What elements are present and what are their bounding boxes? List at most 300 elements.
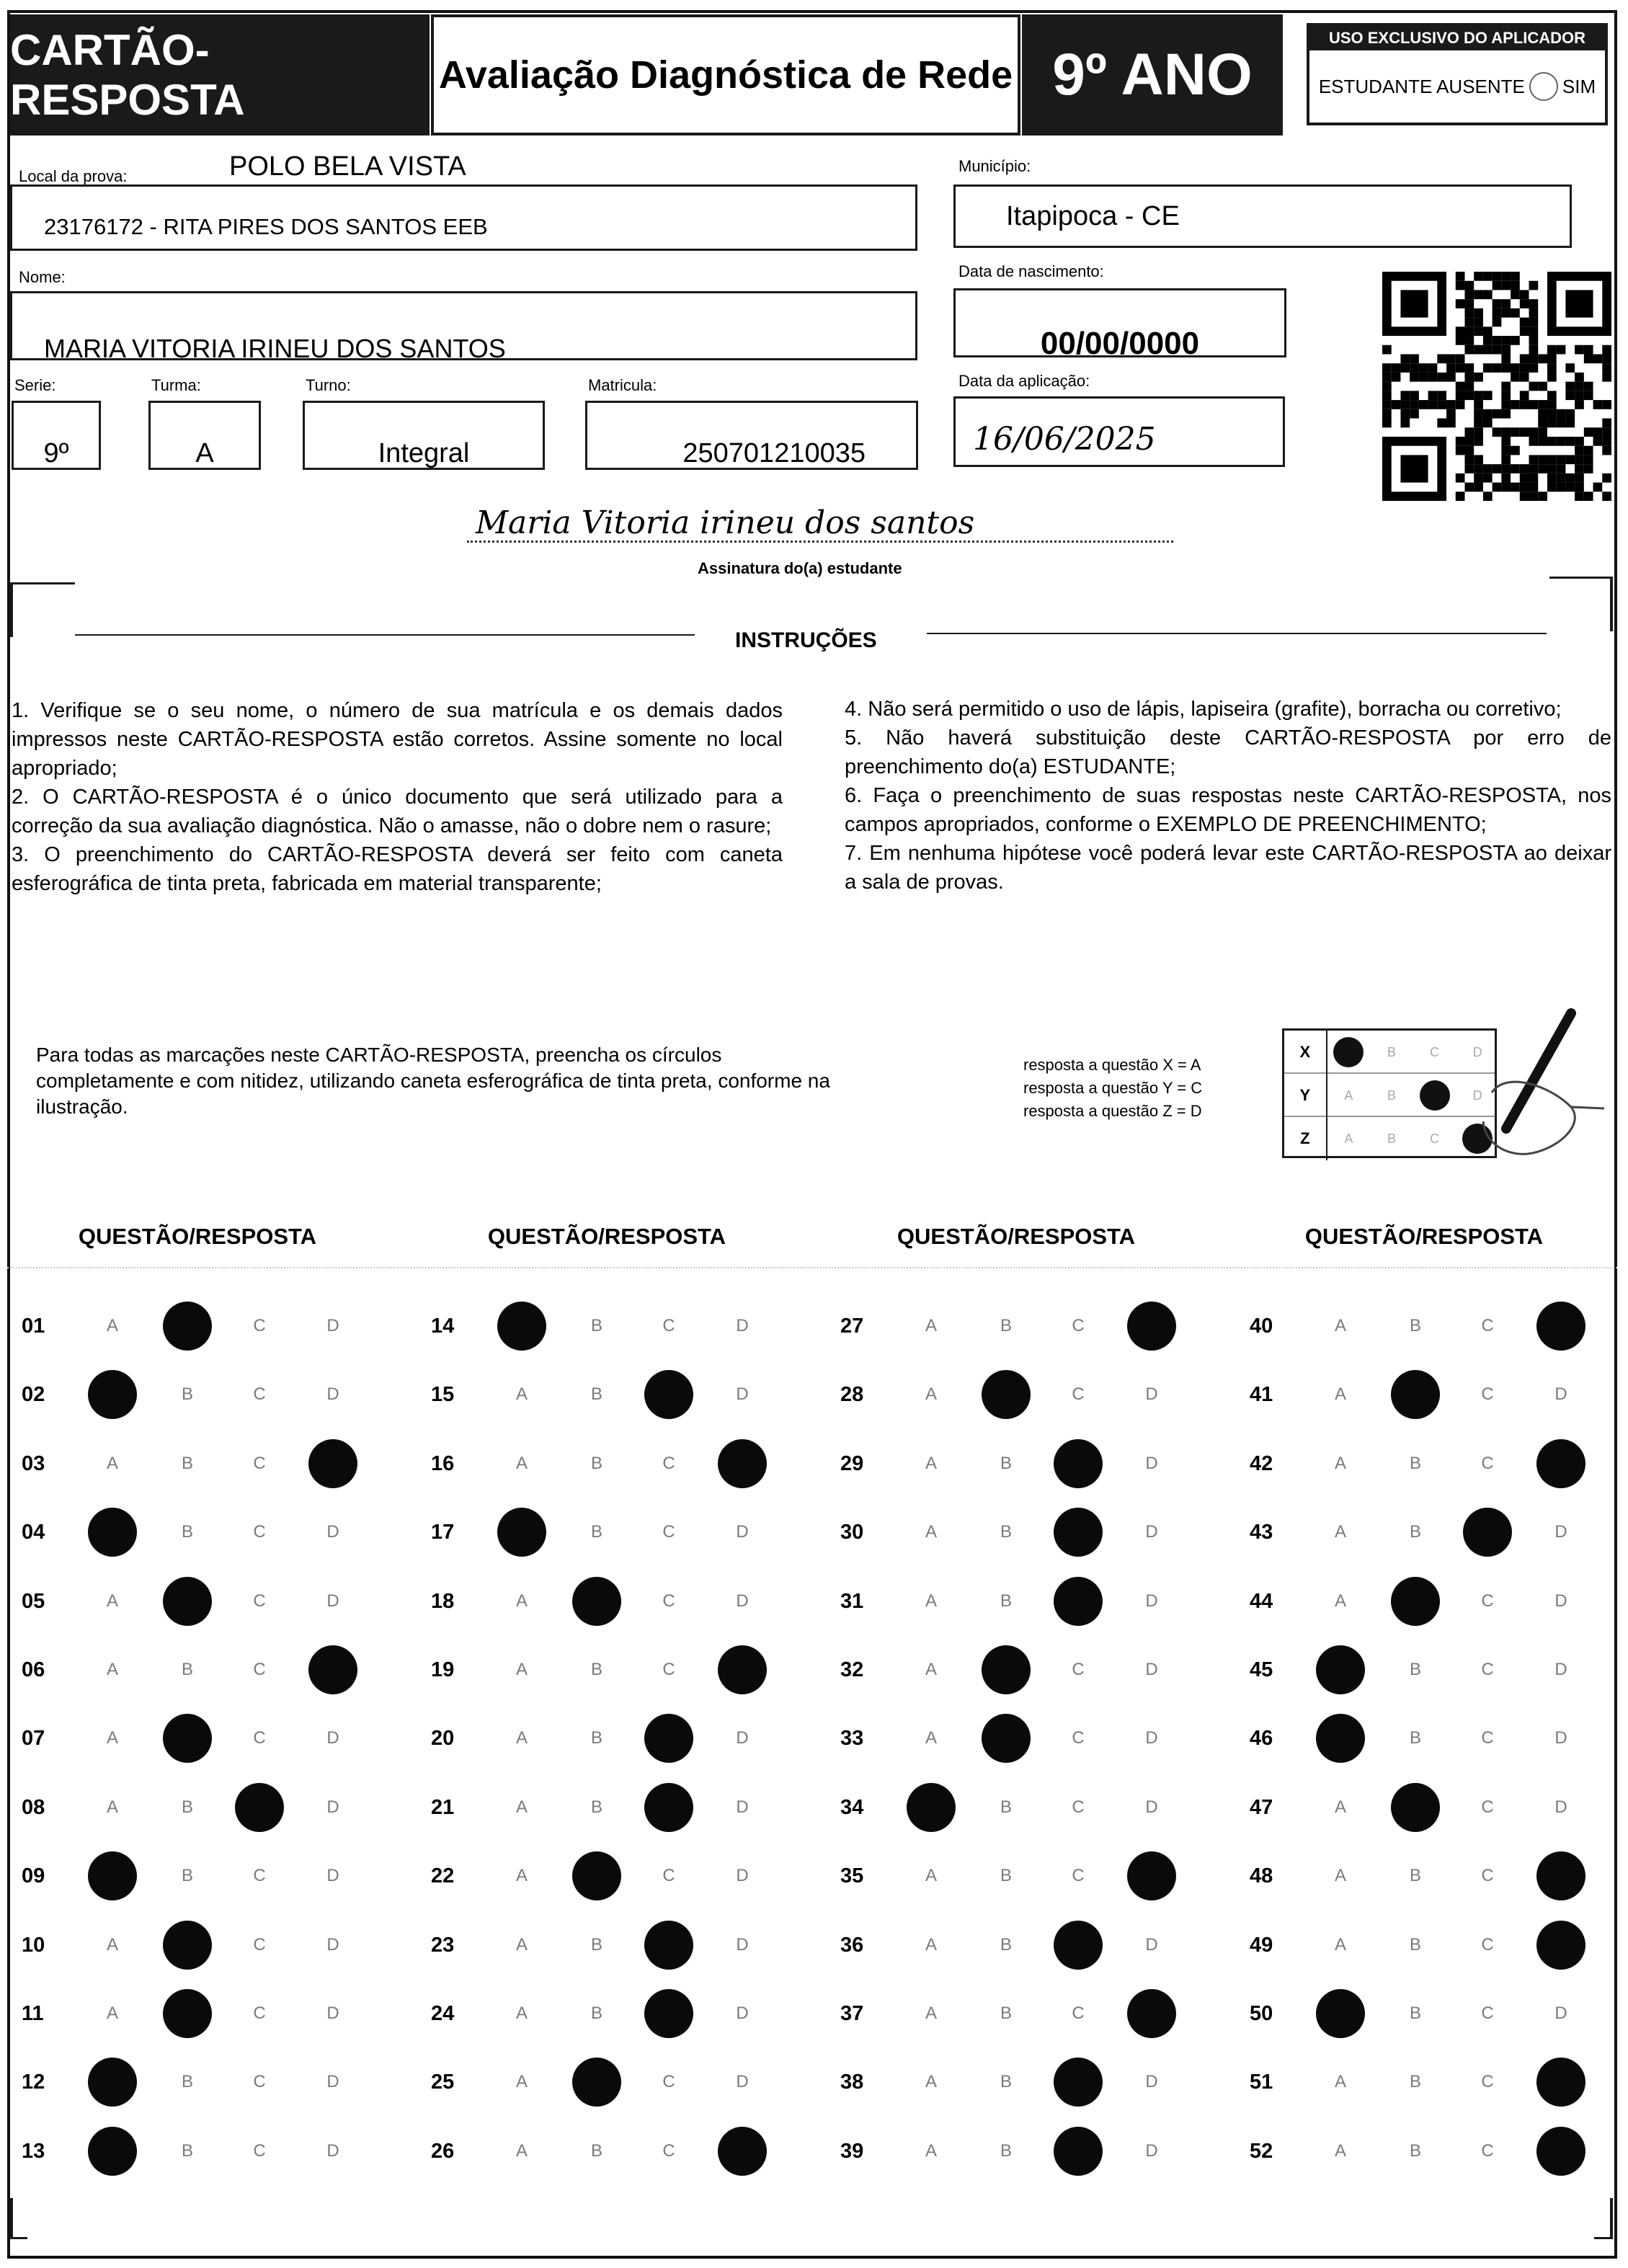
answer-option-c[interactable]: C bbox=[1481, 2072, 1494, 2092]
answer-option-d[interactable]: D bbox=[1145, 1797, 1158, 1817]
answer-option-b[interactable]: B bbox=[181, 1797, 193, 1817]
answer-option-a[interactable]: A bbox=[925, 2140, 937, 2161]
answer-option-b[interactable]: B bbox=[1000, 2004, 1012, 2023]
filled-answer-bubble[interactable] bbox=[718, 1439, 767, 1488]
column-heading: QUESTÃO/RESPOSTA bbox=[1304, 1224, 1544, 1249]
filled-answer-bubble[interactable] bbox=[497, 1302, 546, 1351]
answer-option-d[interactable]: D bbox=[326, 1316, 339, 1335]
example-row-label: X bbox=[1284, 1031, 1327, 1074]
answer-option-d[interactable]: D bbox=[1554, 1522, 1567, 1542]
filled-answer-bubble[interactable] bbox=[88, 1851, 137, 1900]
answer-option-c[interactable]: C bbox=[1072, 1316, 1085, 1335]
filled-answer-bubble[interactable] bbox=[235, 1783, 284, 1832]
answer-option-b[interactable]: B bbox=[1000, 1934, 1012, 1955]
filled-answer-bubble[interactable] bbox=[982, 1645, 1031, 1694]
answer-option-d[interactable]: D bbox=[1554, 1384, 1567, 1405]
answer-option-b[interactable]: B bbox=[1000, 1522, 1012, 1542]
answer-option-d[interactable]: D bbox=[736, 1591, 749, 1611]
turma-label: Turma: bbox=[151, 376, 201, 394]
answer-option-c[interactable]: C bbox=[253, 1384, 266, 1405]
answer-option-c[interactable]: C bbox=[253, 2140, 266, 2161]
instruction-2: 2. O CARTÃO-RESPOSTA é o único documento que será utilizado para a correção da sua avaliação diagnóstica. Não o amasse, não o dobre nem o rasure; bbox=[12, 786, 783, 837]
answer-option-c[interactable]: C bbox=[1481, 1453, 1494, 1473]
answer-option-c[interactable]: C bbox=[662, 1453, 675, 1473]
answer-option-c[interactable]: C bbox=[253, 1316, 266, 1335]
answer-option-a[interactable]: A bbox=[106, 1660, 118, 1679]
answer-option-d[interactable]: D bbox=[736, 1866, 749, 1886]
answer-option-c[interactable]: C bbox=[253, 1591, 266, 1611]
answer-option-d[interactable]: D bbox=[1145, 2140, 1158, 2161]
turno-value: Integral bbox=[378, 437, 470, 468]
answer-option-d[interactable]: D bbox=[1145, 1660, 1158, 1679]
filled-answer-bubble[interactable] bbox=[88, 2058, 137, 2107]
answer-option-b[interactable]: B bbox=[1409, 1866, 1421, 1886]
answer-option-b[interactable]: B bbox=[590, 1453, 602, 1473]
serie-value: 9º bbox=[43, 437, 69, 468]
answer-option-c[interactable]: C bbox=[662, 2072, 675, 2092]
answer-option-c[interactable]: C bbox=[1481, 1384, 1494, 1405]
answer-option-d[interactable]: D bbox=[326, 1866, 339, 1886]
filled-answer-bubble[interactable] bbox=[982, 1714, 1031, 1763]
instruction-1: 1. Verifique se o seu nome, o número de sua matrícula e os demais dados impressos neste CARTÃO-RESPOSTA estão corretos. Assine somente no local apropriado; bbox=[12, 699, 783, 780]
answer-option-d[interactable]: D bbox=[1554, 1591, 1567, 1611]
answer-option-d[interactable]: D bbox=[736, 2004, 749, 2023]
answer-option-a[interactable]: A bbox=[106, 1728, 118, 1748]
question-number: 25 bbox=[431, 2071, 455, 2094]
answer-option-d[interactable]: D bbox=[1554, 1728, 1567, 1748]
question-number: 49 bbox=[1250, 1933, 1273, 1957]
answer-option-b[interactable]: B bbox=[1000, 2140, 1012, 2161]
filled-answer-bubble[interactable] bbox=[1391, 1577, 1440, 1626]
answer-option-a[interactable]: A bbox=[515, 1797, 528, 1817]
answer-option-b[interactable]: B bbox=[1409, 1453, 1421, 1473]
question-number: 24 bbox=[431, 2002, 455, 2025]
column-heading: QUESTÃO/RESPOSTA bbox=[897, 1224, 1136, 1249]
question-number: 11 bbox=[22, 2002, 44, 2025]
aplicacao-value: 16/06/2025 bbox=[973, 420, 1156, 458]
filled-answer-bubble[interactable] bbox=[644, 1989, 693, 2038]
serie-label: Serie: bbox=[14, 376, 56, 394]
question-number: 51 bbox=[1250, 2071, 1273, 2094]
answer-option-a[interactable]: A bbox=[1334, 1384, 1346, 1405]
answer-option-a[interactable]: A bbox=[515, 1866, 528, 1886]
answer-option-a[interactable]: A bbox=[106, 1591, 118, 1611]
signature-caption: Assinatura do(a) estudante bbox=[698, 559, 902, 577]
question-number: 42 bbox=[1250, 1451, 1273, 1475]
answer-option-d[interactable]: D bbox=[1145, 1591, 1158, 1611]
answer-option-c[interactable]: C bbox=[1072, 1384, 1085, 1405]
answer-option-c[interactable]: C bbox=[253, 1453, 266, 1473]
filled-answer-bubble[interactable] bbox=[1536, 1921, 1585, 1970]
answer-option-b[interactable]: B bbox=[1409, 1728, 1421, 1748]
filled-answer-bubble[interactable] bbox=[88, 2127, 137, 2176]
answer-option-a[interactable]: A bbox=[515, 1728, 528, 1748]
aplicacao-label: Data da aplicação: bbox=[958, 372, 1090, 390]
question-number: 02 bbox=[22, 1383, 45, 1407]
example-cell: C bbox=[1430, 1044, 1440, 1059]
filled-answer-bubble[interactable] bbox=[1054, 1508, 1103, 1557]
answer-option-c[interactable]: C bbox=[662, 1316, 675, 1335]
frame-corner-tr bbox=[1549, 577, 1613, 579]
filled-answer-bubble[interactable] bbox=[1054, 1439, 1103, 1488]
absent-label: ESTUDANTE AUSENTE bbox=[1318, 75, 1525, 97]
filled-answer-bubble[interactable] bbox=[1316, 1714, 1365, 1763]
filled-answer-bubble[interactable] bbox=[644, 1370, 693, 1419]
answer-option-d[interactable]: D bbox=[326, 1522, 339, 1542]
nascimento-field bbox=[953, 288, 1286, 361]
filled-answer-bubble[interactable] bbox=[1127, 1851, 1176, 1900]
answer-option-b[interactable]: B bbox=[590, 1316, 602, 1335]
answer-option-b[interactable]: B bbox=[590, 1797, 602, 1817]
answer-option-b[interactable]: B bbox=[1409, 1934, 1421, 1955]
question-number: 27 bbox=[840, 1315, 864, 1338]
answers-top-rule bbox=[7, 1267, 1617, 1268]
answer-option-b[interactable]: B bbox=[1409, 1316, 1421, 1335]
filled-answer-bubble[interactable] bbox=[308, 1645, 357, 1694]
filled-answer-bubble[interactable] bbox=[1391, 1370, 1440, 1419]
answer-option-c[interactable]: C bbox=[1072, 1866, 1085, 1886]
turma-field bbox=[148, 401, 261, 470]
answer-option-c[interactable]: C bbox=[253, 1934, 266, 1955]
filled-answer-bubble[interactable] bbox=[644, 1921, 693, 1970]
example-cell: B bbox=[1387, 1044, 1396, 1059]
answer-option-d[interactable]: D bbox=[326, 1797, 339, 1817]
answer-option-c[interactable]: C bbox=[1072, 1660, 1085, 1679]
answer-option-a[interactable]: A bbox=[106, 1453, 118, 1473]
answer-option-d[interactable]: D bbox=[1145, 1522, 1158, 1542]
answer-option-a[interactable]: A bbox=[106, 1316, 118, 1335]
answer-option-a[interactable]: A bbox=[515, 1660, 528, 1679]
question-number: 52 bbox=[1250, 2139, 1273, 2163]
filled-answer-bubble[interactable] bbox=[1054, 2058, 1103, 2107]
filled-answer-bubble[interactable] bbox=[1054, 2127, 1103, 2176]
answer-option-c[interactable]: C bbox=[1481, 1316, 1494, 1335]
filled-answer-bubble[interactable] bbox=[1316, 1989, 1365, 2038]
answer-option-b[interactable]: B bbox=[1000, 1453, 1012, 1473]
qr-code-icon bbox=[1382, 272, 1611, 501]
filled-answer-bubble[interactable] bbox=[1536, 1851, 1585, 1900]
answer-option-c[interactable]: C bbox=[662, 1660, 675, 1679]
filled-answer-bubble[interactable] bbox=[718, 2127, 767, 2176]
answer-option-b[interactable]: B bbox=[181, 1660, 193, 1679]
question-number: 32 bbox=[840, 1658, 864, 1681]
question-number: 47 bbox=[1250, 1795, 1273, 1819]
filled-answer-bubble[interactable] bbox=[1536, 2127, 1585, 2176]
evaluation-title: Avaliação Diagnóstica de Rede bbox=[431, 14, 1020, 135]
question-number: 12 bbox=[22, 2071, 45, 2094]
instructions-left bbox=[12, 696, 783, 898]
answer-option-c[interactable]: C bbox=[1481, 1591, 1494, 1611]
answer-option-b[interactable]: B bbox=[181, 2140, 193, 2161]
answer-option-b[interactable]: B bbox=[1409, 2004, 1421, 2023]
answer-option-b[interactable]: B bbox=[590, 1934, 602, 1955]
question-number: 37 bbox=[840, 2002, 864, 2025]
answer-option-c[interactable]: C bbox=[253, 2072, 266, 2092]
answer-option-b[interactable]: B bbox=[181, 2072, 193, 2092]
answer-option-a[interactable]: A bbox=[515, 2140, 528, 2161]
filled-answer-bubble[interactable] bbox=[1536, 1439, 1585, 1488]
column-heading: QUESTÃO/RESPOSTA bbox=[78, 1224, 317, 1249]
filled-answer-bubble[interactable] bbox=[644, 1783, 693, 1832]
answer-option-a[interactable]: A bbox=[925, 1866, 937, 1886]
answer-option-a[interactable]: A bbox=[1334, 1866, 1346, 1886]
question-number: 48 bbox=[1250, 1864, 1273, 1888]
answer-option-d[interactable]: D bbox=[1145, 1453, 1158, 1473]
question-number: 04 bbox=[22, 1521, 45, 1544]
answer-option-c[interactable]: C bbox=[1481, 1866, 1494, 1886]
answer-option-b[interactable]: B bbox=[1000, 2072, 1012, 2092]
answer-option-b[interactable]: B bbox=[1000, 1316, 1012, 1335]
answer-option-c[interactable]: C bbox=[253, 1522, 266, 1542]
filled-answer-bubble[interactable] bbox=[718, 1645, 767, 1694]
answer-option-d[interactable]: D bbox=[736, 1728, 749, 1748]
instructions-rule-right bbox=[927, 633, 1547, 634]
example-row-label: Z bbox=[1284, 1117, 1327, 1160]
answer-option-a[interactable]: A bbox=[925, 1384, 937, 1405]
example-legend bbox=[1023, 1054, 1202, 1123]
example-cell: A bbox=[1344, 1131, 1353, 1146]
answer-option-c[interactable]: C bbox=[253, 2004, 266, 2023]
example-cell-filled bbox=[1327, 1031, 1371, 1074]
example-legend-z: resposta a questão Z = D bbox=[1023, 1102, 1202, 1120]
answer-option-d[interactable]: D bbox=[736, 1384, 749, 1405]
answer-option-c[interactable]: C bbox=[1072, 2004, 1085, 2023]
answer-option-c[interactable]: C bbox=[1481, 1934, 1494, 1955]
answer-option-b[interactable]: B bbox=[1000, 1591, 1012, 1611]
answer-option-d[interactable]: D bbox=[326, 1728, 339, 1748]
answer-option-b[interactable]: B bbox=[1409, 2140, 1421, 2161]
answer-option-a[interactable]: A bbox=[1334, 1591, 1346, 1611]
answer-option-b[interactable]: B bbox=[181, 1866, 193, 1886]
answer-option-a[interactable]: A bbox=[106, 2004, 118, 2023]
answer-option-b[interactable]: B bbox=[181, 1522, 193, 1542]
answer-option-a[interactable]: A bbox=[925, 1728, 937, 1748]
answer-option-a[interactable]: A bbox=[1334, 1797, 1346, 1817]
answer-option-d[interactable]: D bbox=[1145, 2072, 1158, 2092]
answer-option-b[interactable]: B bbox=[1409, 1522, 1421, 1542]
filled-answer-bubble[interactable] bbox=[88, 1370, 137, 1419]
filled-answer-bubble[interactable] bbox=[1391, 1783, 1440, 1832]
answer-option-b[interactable]: B bbox=[590, 1384, 602, 1405]
filled-answer-bubble[interactable] bbox=[1127, 1302, 1176, 1351]
answer-option-a[interactable]: A bbox=[106, 1934, 118, 1955]
question-number: 40 bbox=[1250, 1315, 1273, 1338]
instruction-6: 6. Faça o preenchimento de suas respostas neste CARTÃO-RESPOSTA, nos campos apropriados, conforme o EXEMPLO DE PREENCHIMENTO; bbox=[845, 784, 1611, 836]
answer-option-c[interactable]: C bbox=[1481, 1728, 1494, 1748]
answer-option-a[interactable]: A bbox=[925, 1316, 937, 1335]
answer-option-d[interactable]: D bbox=[1145, 1384, 1158, 1405]
question-number: 44 bbox=[1250, 1589, 1273, 1613]
answer-option-b[interactable]: B bbox=[590, 1660, 602, 1679]
filled-answer-bubble[interactable] bbox=[1054, 1921, 1103, 1970]
filled-answer-bubble[interactable] bbox=[572, 1851, 621, 1900]
example-cell: A bbox=[1344, 1088, 1353, 1103]
answer-option-a[interactable]: A bbox=[515, 1453, 528, 1473]
answer-option-b[interactable]: B bbox=[1000, 1797, 1012, 1817]
answer-option-b[interactable]: B bbox=[590, 2004, 602, 2023]
answer-option-a[interactable]: A bbox=[106, 1797, 118, 1817]
example-filled-bubble bbox=[1333, 1037, 1364, 1067]
answer-option-b[interactable]: B bbox=[590, 2140, 602, 2161]
answer-option-a[interactable]: A bbox=[1334, 1934, 1346, 1955]
filled-answer-bubble[interactable] bbox=[163, 1989, 212, 2038]
filled-answer-bubble[interactable] bbox=[644, 1714, 693, 1763]
answer-option-a[interactable]: A bbox=[925, 2004, 937, 2023]
answer-option-d[interactable]: D bbox=[736, 1522, 749, 1542]
question-number: 09 bbox=[22, 1864, 45, 1888]
filled-answer-bubble[interactable] bbox=[163, 1714, 212, 1763]
question-number: 26 bbox=[431, 2139, 455, 2163]
answer-option-c[interactable]: C bbox=[253, 1660, 266, 1679]
answer-option-b[interactable]: B bbox=[181, 1453, 193, 1473]
filled-answer-bubble[interactable] bbox=[907, 1783, 956, 1832]
answer-option-a[interactable]: A bbox=[925, 1522, 937, 1542]
answer-option-b[interactable]: B bbox=[1000, 1866, 1012, 1886]
answer-option-d[interactable]: D bbox=[1554, 1797, 1567, 1817]
nome-field bbox=[10, 291, 917, 363]
card-title: CARTÃO-RESPOSTA bbox=[10, 14, 430, 135]
filled-answer-bubble[interactable] bbox=[572, 1577, 621, 1626]
question-number: 08 bbox=[22, 1795, 45, 1819]
question-number: 31 bbox=[840, 1589, 864, 1613]
answer-option-a[interactable]: A bbox=[1334, 1522, 1346, 1542]
filled-answer-bubble[interactable] bbox=[88, 1508, 137, 1557]
answer-option-d[interactable]: D bbox=[736, 2072, 749, 2092]
answer-option-d[interactable]: D bbox=[736, 1934, 749, 1955]
frame-corner-br-v bbox=[1610, 2198, 1613, 2238]
example-cell: C bbox=[1430, 1131, 1440, 1146]
answer-option-c[interactable]: C bbox=[253, 1866, 266, 1886]
matricula-field bbox=[585, 401, 918, 470]
question-number: 18 bbox=[431, 1589, 455, 1613]
filled-answer-bubble[interactable] bbox=[572, 2058, 621, 2107]
answer-option-b[interactable]: B bbox=[181, 1384, 193, 1405]
answer-option-b[interactable]: B bbox=[1409, 1660, 1421, 1679]
answer-option-c[interactable]: C bbox=[662, 1522, 675, 1542]
frame-corner-bl-v bbox=[10, 2198, 13, 2238]
answer-option-a[interactable]: A bbox=[515, 1591, 528, 1611]
question-number: 03 bbox=[22, 1451, 45, 1475]
filled-answer-bubble[interactable] bbox=[982, 1370, 1031, 1419]
answer-option-d[interactable]: D bbox=[736, 1316, 749, 1335]
applicator-box bbox=[1307, 23, 1608, 125]
answer-option-d[interactable]: D bbox=[326, 1934, 339, 1955]
instructions-rule-left bbox=[75, 634, 695, 636]
frame-corner-tl-v bbox=[10, 582, 13, 637]
filled-answer-bubble[interactable] bbox=[1536, 2058, 1585, 2107]
answer-option-c[interactable]: C bbox=[1481, 2004, 1494, 2023]
filled-answer-bubble[interactable] bbox=[1054, 1577, 1103, 1626]
question-number: 20 bbox=[431, 1727, 455, 1751]
question-number: 43 bbox=[1250, 1521, 1273, 1544]
answer-option-a[interactable]: A bbox=[925, 1934, 937, 1955]
answer-option-d[interactable]: D bbox=[326, 1384, 339, 1405]
answer-option-d[interactable]: D bbox=[1145, 1934, 1158, 1955]
question-number: 30 bbox=[840, 1521, 864, 1544]
answer-option-a[interactable]: A bbox=[1334, 1453, 1346, 1473]
answer-option-c[interactable]: C bbox=[1072, 1728, 1085, 1748]
serie-field bbox=[12, 401, 101, 470]
answer-option-d[interactable]: D bbox=[326, 2140, 339, 2161]
answer-option-c[interactable]: C bbox=[662, 1866, 675, 1886]
answer-option-b[interactable]: B bbox=[590, 1728, 602, 1748]
municipio-label: Município: bbox=[958, 157, 1031, 175]
answer-option-c[interactable]: C bbox=[662, 2140, 675, 2161]
student-signature: Maria Vitoria irineu dos santos bbox=[476, 504, 975, 541]
instruction-3: 3. O preenchimento do CARTÃO-RESPOSTA deverá ser feito com caneta esferográfica de tinta preta, fabricada em material transparente; bbox=[12, 843, 783, 895]
answer-option-a[interactable]: A bbox=[515, 1934, 528, 1955]
answer-option-d[interactable]: D bbox=[1554, 2004, 1567, 2023]
answer-option-d[interactable]: D bbox=[326, 2004, 339, 2023]
answer-option-d[interactable]: D bbox=[736, 1797, 749, 1817]
answer-option-a[interactable]: A bbox=[925, 2072, 937, 2092]
answer-option-a[interactable]: A bbox=[925, 1660, 937, 1679]
filled-answer-bubble[interactable] bbox=[1127, 1989, 1176, 2038]
nome-label: Nome: bbox=[19, 268, 66, 286]
answer-option-a[interactable]: A bbox=[515, 1384, 528, 1405]
answer-option-d[interactable]: D bbox=[1145, 1728, 1158, 1748]
filled-answer-bubble[interactable] bbox=[497, 1508, 546, 1557]
question-number: 10 bbox=[22, 1933, 45, 1957]
answer-option-c[interactable]: C bbox=[1072, 1797, 1085, 1817]
answer-option-c[interactable]: C bbox=[1481, 1797, 1494, 1817]
answer-option-a[interactable]: A bbox=[925, 1591, 937, 1611]
answer-option-c[interactable]: C bbox=[662, 1591, 675, 1611]
answer-option-b[interactable]: B bbox=[1409, 2072, 1421, 2092]
example-row-label: Y bbox=[1284, 1074, 1327, 1117]
answer-option-d[interactable]: D bbox=[326, 1591, 339, 1611]
question-number: 33 bbox=[840, 1727, 864, 1751]
filled-answer-bubble[interactable] bbox=[308, 1439, 357, 1488]
filled-answer-bubble[interactable] bbox=[163, 1921, 212, 1970]
fill-note: Para todas as marcações neste CARTÃO-RESPOSTA, preencha os círculos completamente e com nitidez, utilizando caneta esferográfica de tinta preta, conforme na ilustração. bbox=[36, 1044, 830, 1118]
question-number: 39 bbox=[840, 2139, 864, 2163]
question-number: 07 bbox=[22, 1727, 45, 1751]
signature-line bbox=[467, 541, 1173, 543]
answer-option-a[interactable]: A bbox=[1334, 2072, 1346, 2092]
school-field bbox=[10, 184, 917, 251]
answer-option-a[interactable]: A bbox=[925, 1453, 937, 1473]
question-number: 23 bbox=[431, 1933, 455, 1957]
example-legend-y: resposta a questão Y = C bbox=[1023, 1079, 1203, 1097]
filled-answer-bubble[interactable] bbox=[163, 1577, 212, 1626]
question-number: 05 bbox=[22, 1589, 45, 1613]
answer-option-d[interactable]: D bbox=[1554, 1660, 1567, 1679]
answer-option-b[interactable]: B bbox=[590, 1522, 602, 1542]
absent-bubble[interactable] bbox=[1529, 72, 1558, 101]
filled-answer-bubble[interactable] bbox=[1316, 1645, 1365, 1694]
answer-option-c[interactable]: C bbox=[253, 1728, 266, 1748]
answer-option-a[interactable]: A bbox=[1334, 1316, 1346, 1335]
column-heading: QUESTÃO/RESPOSTA bbox=[487, 1224, 726, 1249]
absent-yes-label: SIM bbox=[1562, 75, 1596, 97]
municipio-field bbox=[953, 184, 1572, 248]
nascimento-label: Data de nascimento: bbox=[958, 262, 1104, 280]
pen-hand-icon bbox=[1463, 1006, 1607, 1172]
answer-option-a[interactable]: A bbox=[515, 2072, 528, 2092]
filled-answer-bubble[interactable] bbox=[1463, 1508, 1512, 1557]
filled-answer-bubble[interactable] bbox=[1536, 1302, 1585, 1351]
example-cell: D bbox=[1472, 1044, 1482, 1059]
answer-option-c[interactable]: C bbox=[1481, 1660, 1494, 1679]
grade-badge: 9º ANO bbox=[1022, 14, 1283, 135]
filled-answer-bubble[interactable] bbox=[163, 1302, 212, 1351]
answer-option-c[interactable]: C bbox=[1481, 2140, 1494, 2161]
answer-option-d[interactable]: D bbox=[326, 2072, 339, 2092]
answer-option-a[interactable]: A bbox=[1334, 2140, 1346, 2161]
answer-option-a[interactable]: A bbox=[515, 2004, 528, 2023]
question-number: 21 bbox=[431, 1795, 455, 1819]
